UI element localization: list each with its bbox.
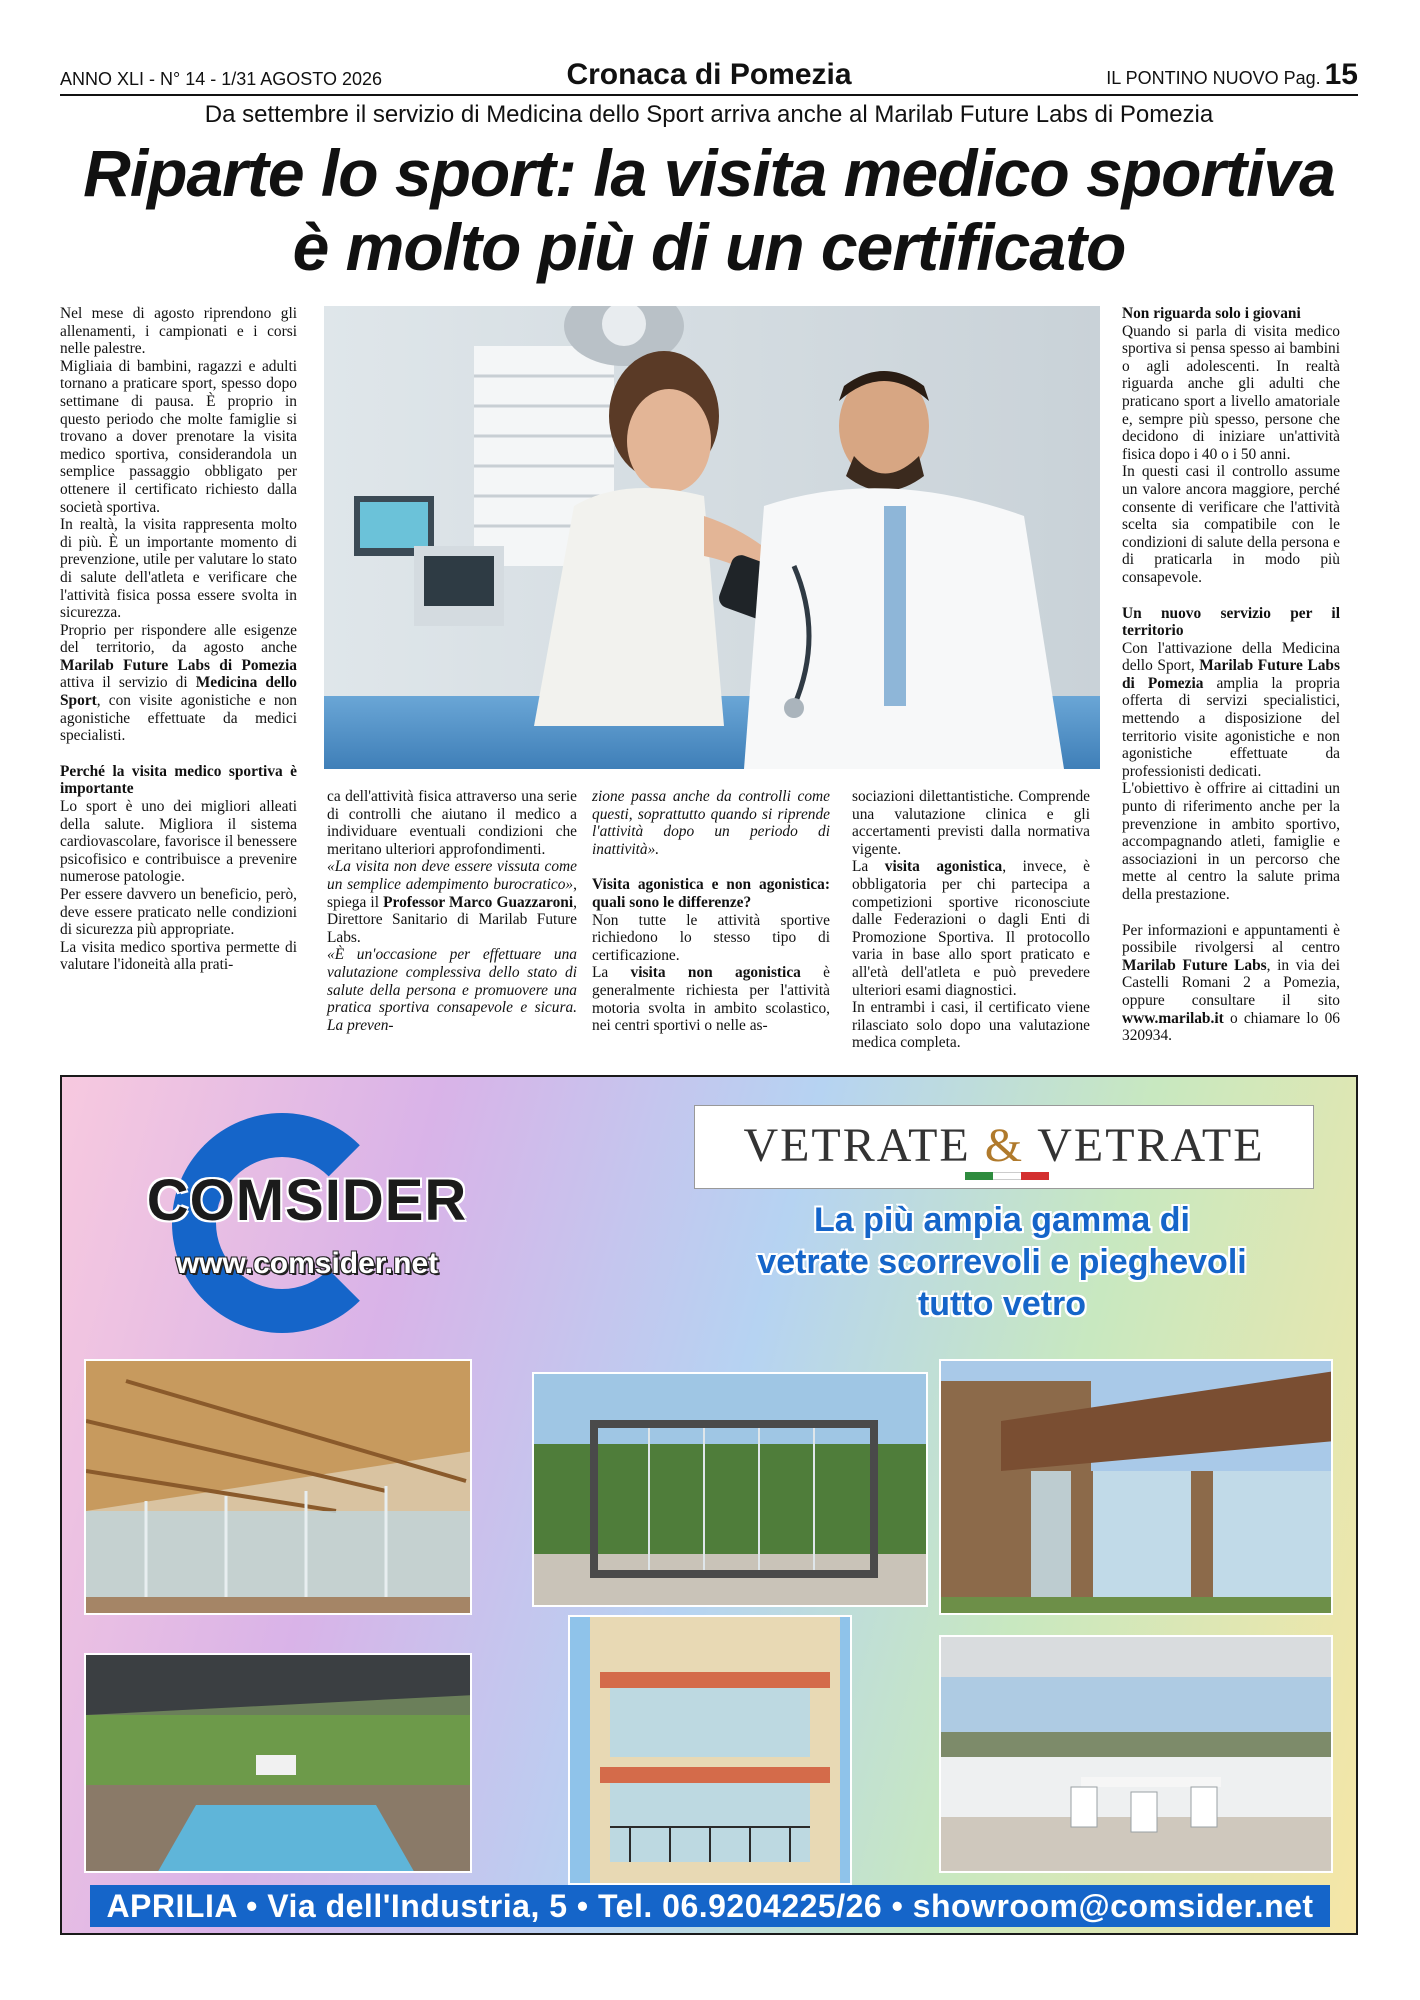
glass-pergola-image xyxy=(534,1374,928,1607)
quote-run: «È un'occasione per effettuare una valutazione complessiva dello stato di salute della persona e promuovere una pratica sportiva consapevole e sicura. La preven- xyxy=(327,946,577,1034)
text-run: , in via dei Castelli Romani 2 a Pomezia, oppure consultare il sito xyxy=(1122,956,1340,1009)
advertisement xyxy=(60,1075,1358,1935)
headline-line-1: Riparte lo sport: la visita medico sportiva xyxy=(83,136,1335,210)
doctor-patient-image xyxy=(324,306,1100,769)
ad-contact-bar: APRILIA • Via dell'Industria, 5 • Tel. 06.9204225/26 • showroom@comsider.net xyxy=(90,1885,1330,1927)
partner-logo xyxy=(694,1105,1314,1189)
text-run: è generalmente richiesta per l'attività motoria svolta in ambito scolastico, nei centri sportivi o nelle as- xyxy=(592,964,830,1035)
text-run: La xyxy=(592,964,631,982)
partner-word: VETRATE xyxy=(743,1119,971,1172)
text-run: Proprio per rispondere alle esigenze del territorio, da agosto anche xyxy=(60,621,297,657)
article-column-5 xyxy=(1122,305,1340,1050)
header-divider xyxy=(60,94,1358,96)
paragraph xyxy=(592,788,830,858)
paragraph xyxy=(60,622,297,745)
text-run: La xyxy=(852,858,885,876)
quote-run: zione passa anche da controlli come questi, soprattutto quando si riprende l'attività dopo un periodo di inattività». xyxy=(592,788,830,858)
text-run: Per informazioni e appuntamenti è possibile rivolgersi al centro xyxy=(1122,921,1340,957)
paragraph: In realtà, la visita rappresenta molto di più. È un importante momento di prevenzione, utile per valutare lo stato di salute dell'atleta e verificare che l'attività fisica possa essere svolta in sicurezza. xyxy=(60,516,297,622)
ad-brand-name: COMSIDER xyxy=(146,1168,468,1233)
product-photo xyxy=(84,1653,472,1873)
product-photo xyxy=(568,1615,852,1885)
bold-run: Marilab Future Labs xyxy=(1122,956,1267,974)
paragraph: Non tutte le attività sportive richiedono lo stesso tipo di certificazione. xyxy=(592,911,830,964)
article-kicker: Da settembre il servizio di Medicina dello Sport arriva anche al Marilab Future Labs di Pomezia xyxy=(204,101,1214,128)
product-photo xyxy=(532,1372,928,1607)
page-header xyxy=(60,58,1358,94)
glass-veranda-image xyxy=(86,1361,472,1615)
subheading: Perché la visita medico sportiva è importante xyxy=(60,762,297,798)
bold-run: Marilab Future Labs di Pomezia xyxy=(60,656,297,674)
bold-run: Medicina dello Sport xyxy=(60,674,298,710)
paragraph xyxy=(852,858,1090,999)
italian-flag-icon xyxy=(965,1172,1049,1180)
section-title: Cronaca di Pomezia xyxy=(566,58,852,91)
article-photo xyxy=(324,306,1100,769)
text-run: o chiamare lo 06 320934. xyxy=(1122,1009,1340,1045)
paragraph: L'obiettivo è offrire ai cittadini un punto di riferimento anche per la prevenzione in ambito sportivo, accompagnando atleti, famiglie e associazioni in un percorso che mette al centro la salute prima della prestazione. xyxy=(1122,780,1340,903)
ad-website[interactable]: www.comsider.net xyxy=(175,1247,439,1280)
paper-name: IL PONTINO NUOVO Pag. xyxy=(1106,68,1321,88)
glass-terrace-image xyxy=(941,1637,1333,1873)
tagline-line: La più ampia gamma di xyxy=(814,1201,1190,1239)
glass-porch-image xyxy=(941,1361,1333,1615)
headline-line-2: è molto più di un certificato xyxy=(292,210,1126,284)
paragraph: Migliaia di bambini, ragazzi e adulti tornano a praticare sport, spesso dopo settimane di pausa. È proprio in questo periodo che molte famiglie si trovano a dover prenotare la visita medico sportiva, considerandola un semplice passaggio obbligato per ottenere il certificato richiesto dalla società sportiva. xyxy=(60,357,297,516)
paragraph: Per essere davvero un beneficio, però, deve essere praticato nelle condizioni di sicurezza più appropriate. xyxy=(60,886,297,939)
paragraph: ca dell'attività fisica attraverso una serie di controlli che aiutano il medico a individuare eventuali condizioni che meritano ulteriori approfondimenti. xyxy=(327,788,577,858)
paragraph xyxy=(1122,640,1340,781)
paragraph: In questi casi il controllo assume un valore ancora maggiore, perché consente di verificare che l'attività scelta sia compatibile con le condizioni di salute della persona e di praticarla in modo più consapevole. xyxy=(1122,463,1340,586)
partner-word: VETRATE xyxy=(1037,1119,1265,1172)
article-column-1 xyxy=(60,305,297,1050)
paragraph: La visita medico sportiva permette di valutare l'idoneità alla prati- xyxy=(60,938,297,974)
issue-info: ANNO XLI - N° 14 - 1/31 AGOSTO 2026 xyxy=(60,69,383,89)
paragraph xyxy=(1122,922,1340,1045)
article-column-4 xyxy=(852,788,1090,1050)
glass-balcony-image xyxy=(570,1617,852,1885)
page-number: 15 xyxy=(1324,58,1358,91)
article-column-2 xyxy=(327,788,577,1050)
ad-tagline xyxy=(622,1199,1358,1325)
text-run: , invece, è obbligatoria per chi partecipa a competizioni sportive riconosciute dalle Federazioni o dagli Enti di Promozione Sportiva. Il protocollo varia in base allo sport praticato e all'età dell'atleta e può prevedere ulteriori esami diagnostici. xyxy=(852,858,1090,999)
partner-name xyxy=(695,1118,1313,1173)
paragraph xyxy=(327,858,577,946)
subheading: Un nuovo servizio per il territorio xyxy=(1122,604,1340,640)
text-run: , spiega il xyxy=(327,875,577,911)
paragraph: Lo sport è uno dei migliori alleati della salute. Migliora il sistema cardiovascolare, favorisce il benessere psicofisico e contribuisce a prevenire numerose patologie. xyxy=(60,798,297,886)
bold-run: visita agonistica xyxy=(884,858,1003,876)
tagline-line: tutto vetro xyxy=(917,1285,1087,1323)
paragraph: In entrambi i casi, il certificato viene rilasciato solo dopo una valutazione medica completa. xyxy=(852,999,1090,1052)
website-link[interactable]: www.marilab.it xyxy=(1122,1009,1224,1027)
subheading: Visita agonistica e non agonistica: quali sono le differenze? xyxy=(592,876,830,911)
tagline-line: vetrate scorrevoli e pieghevoli xyxy=(757,1243,1247,1281)
text-run: amplia la propria offerta di servizi specialistici, mettendo a disposizione del territorio visite agonistiche e non agonistiche effettuate da professionisti dedicati. xyxy=(1122,674,1340,780)
bold-run: Marilab Future Labs di Pomezia xyxy=(1122,657,1340,692)
text-run: attiva il servizio di xyxy=(60,674,196,692)
text-run: , con visite agonistiche e non agonistiche effettuate da medici specialisti. xyxy=(60,692,297,745)
paragraph: sociazioni dilettantistiche. Comprende una valutazione clinica e gli accertamenti previsti dalla normativa vigente. xyxy=(852,788,1090,858)
subheading: Non riguarda solo i giovani xyxy=(1122,305,1301,322)
glass-pool-room-image xyxy=(86,1655,472,1873)
page-info xyxy=(1106,58,1358,92)
quote-run: «La visita non deve essere vissuta come un semplice adempimento burocratico» xyxy=(327,858,577,893)
product-photo xyxy=(84,1359,472,1615)
product-photo xyxy=(939,1635,1333,1873)
paragraph xyxy=(592,964,830,1034)
text-run: Con l'attivazione della Medicina dello Sport, xyxy=(1122,639,1340,675)
paragraph: Quando si parla di visita medico sportiva si pensa spesso ai bambini o agli adolescenti. In realtà riguarda anche gli adulti che praticano sport a livello amatoriale e, sempre più spesso, persone che decidono di iniziare un'attività fisica dopo i 40 o i 50 anni. xyxy=(1122,322,1340,463)
article-headline xyxy=(60,136,1358,284)
partner-ampersand: & xyxy=(984,1119,1025,1172)
text-run: , Direttore Sanitario di Marilab Future Labs. xyxy=(327,893,577,946)
product-photo xyxy=(939,1359,1333,1615)
bold-run: Professor Marco Guazzaroni xyxy=(383,893,574,911)
article-column-3 xyxy=(592,788,830,1050)
paragraph xyxy=(327,946,577,1034)
paragraph: Nel mese di agosto riprendono gli allenamenti, i campionati e i corsi nelle palestre. xyxy=(60,305,297,358)
bold-run: visita non agonistica xyxy=(630,964,801,982)
